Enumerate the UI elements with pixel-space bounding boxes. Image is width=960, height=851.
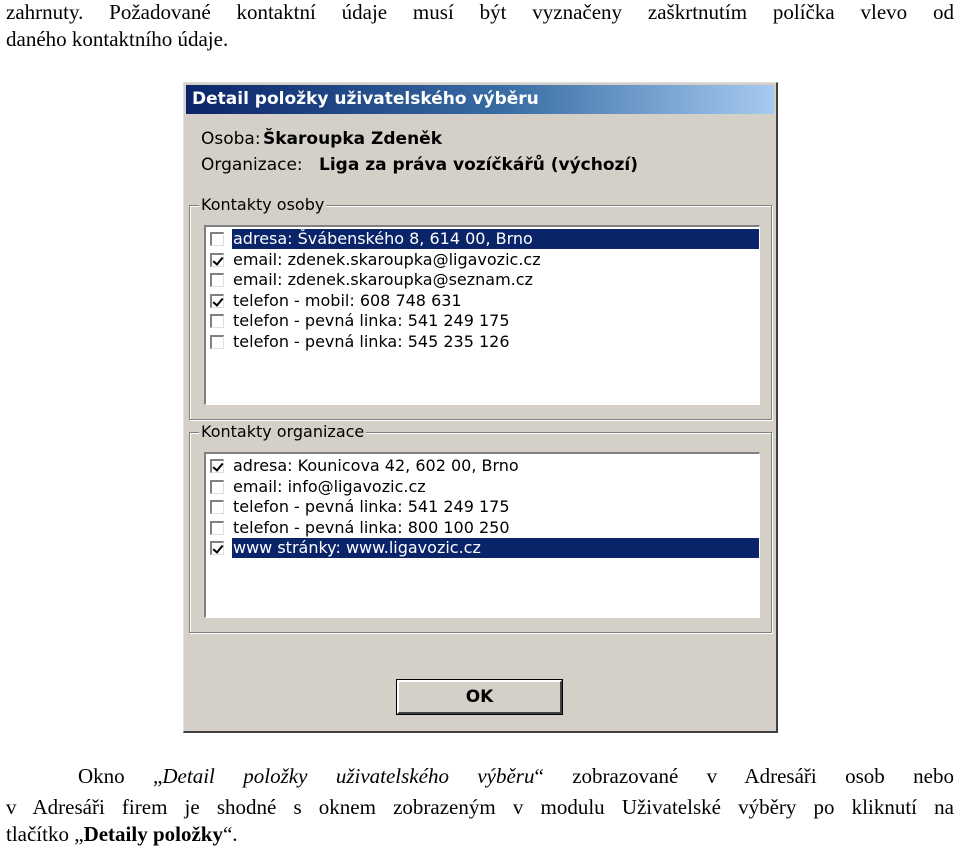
organization-value: Liga za práva vozíčkářů (výchozí) [319, 155, 639, 175]
dialog-title-bar[interactable] [186, 85, 774, 114]
contact-item-text: email: zdenek.skaroupka@ligavozic.cz [233, 249, 541, 269]
contact-list-item[interactable] [206, 250, 759, 271]
intro-text-line-2: daného kontaktního údaje. [6, 27, 229, 51]
contact-checkbox[interactable] [210, 459, 224, 473]
organization-contacts-group [189, 422, 772, 633]
contact-item-text: telefon - pevná linka: 541 249 175 [233, 497, 510, 517]
ok-button[interactable]: OK [397, 680, 562, 714]
contact-item-text: adresa: Švábenského 8, 614 00, Brno [232, 229, 759, 249]
person-label: Osoba: [201, 129, 261, 149]
caption-line-1-post: “ zobrazované v Adresáři osob nebo [534, 764, 954, 788]
contact-list-item[interactable] [206, 311, 759, 332]
contact-checkbox[interactable] [210, 314, 224, 328]
caption-line-3 [6, 822, 954, 846]
caption-line-3-post: “. [222, 822, 238, 846]
person-value: Škaroupka Zdeněk [263, 129, 443, 149]
contact-checkbox[interactable] [210, 521, 224, 535]
detail-dialog [183, 82, 778, 733]
contact-checkbox[interactable] [210, 541, 224, 555]
caption-line-1-pre: Okno „ [78, 764, 163, 788]
contact-checkbox[interactable] [210, 480, 224, 494]
contact-list-item[interactable] [206, 456, 759, 477]
contact-list-item[interactable] [206, 518, 759, 539]
organization-contacts-legend: Kontakty organizace [201, 422, 365, 441]
contact-checkbox[interactable] [210, 273, 224, 287]
contact-item-text: telefon - pevná linka: 800 100 250 [233, 517, 510, 537]
organization-contacts-list[interactable] [204, 452, 760, 618]
organization-row [201, 155, 638, 175]
person-row [201, 129, 442, 149]
person-contacts-list[interactable] [204, 225, 760, 405]
contact-item-text: telefon - pevná linka: 545 235 126 [233, 331, 510, 351]
contact-checkbox[interactable] [210, 253, 224, 267]
contact-item-text: email: info@ligavozic.cz [233, 476, 426, 496]
contact-list-item[interactable] [206, 229, 759, 250]
contact-list-item[interactable] [206, 270, 759, 291]
contact-list-item[interactable] [206, 497, 759, 518]
contact-item-text: adresa: Kounicova 42, 602 00, Brno [233, 456, 519, 476]
contact-item-text: telefon - pevná linka: 541 249 175 [233, 311, 510, 331]
dialog-title: Detail položky uživatelského výběru [192, 89, 539, 109]
contact-item-text: email: zdenek.skaroupka@seznam.cz [233, 270, 533, 290]
contact-list-item[interactable] [206, 538, 759, 559]
caption-line-1 [6, 764, 954, 788]
person-contacts-legend: Kontakty osoby [201, 195, 325, 214]
caption-line-3-bold: Detaily položky [83, 822, 223, 846]
contact-list-item[interactable] [206, 477, 759, 498]
person-contacts-group [189, 195, 772, 420]
caption-line-3-pre: tlačítko „ [6, 822, 84, 846]
caption-line-1-italic: Detail položky uživatelského výběru [162, 764, 535, 788]
contact-checkbox[interactable] [210, 294, 224, 308]
contact-list-item[interactable] [206, 291, 759, 312]
contact-checkbox[interactable] [210, 335, 224, 349]
contact-item-text: telefon - mobil: 608 748 631 [233, 290, 462, 310]
contact-item-text: www stránky: www.ligavozic.cz [232, 538, 759, 558]
intro-text-line-1: zahrnuty. Požadované kontaktní údaje musí být vyznačeny zaškrtnutím políčka vlevo od [6, 0, 954, 24]
caption-line-2: v Adresáři firem je shodné s oknem zobrazeným v modulu Uživatelské výběry po kliknutí na [6, 795, 954, 819]
contact-checkbox[interactable] [210, 500, 224, 514]
contact-list-item[interactable] [206, 332, 759, 353]
organization-label: Organizace: [201, 155, 303, 175]
contact-checkbox[interactable] [210, 232, 224, 246]
